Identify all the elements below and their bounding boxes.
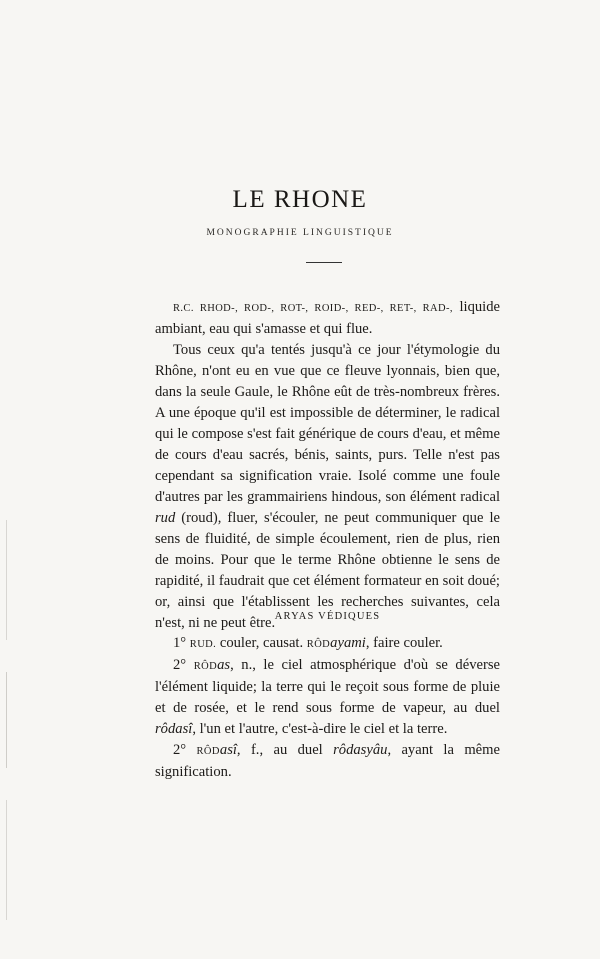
entry-italic: ayami — [330, 635, 366, 651]
entry-number: 2° — [173, 742, 187, 758]
intro-paragraph — [155, 297, 500, 340]
etymology-text-continued: (roud), fluer, s'écouler, ne peut communiquer que le sens de fluidité, de simple écoulement, rien de plus, rien de moins. Pour que le terme Rhône obtienne le sens de rapidité, il faudrait que cet élément formateur en soit doué; or, ainsi que l'établissent les recherches suivantes, cela n'est, ni ne peut être. — [155, 510, 500, 631]
etymology-italic-term: rud — [155, 510, 176, 526]
etymology-paragraph — [155, 340, 500, 634]
entry-italic-2: rôdasyâu — [333, 742, 388, 758]
intro-definition: liquide ambiant, eau qui s'amasse et qui flue. — [155, 299, 501, 337]
entry-3 — [155, 740, 500, 783]
entry-number: 2° — [173, 657, 187, 673]
entry-text: , f., au duel — [236, 742, 334, 758]
title-divider — [306, 262, 342, 263]
radical-list: R.C. RHOD-, ROD-, ROT-, ROID-, RED-, RET-, RAD-, — [173, 303, 453, 314]
entry-italic: as — [217, 657, 231, 673]
entry-text-end: , l'un et l'autre, c'est-à-dire le ciel et la terre. — [192, 721, 448, 737]
entry-number: 1° — [173, 635, 187, 651]
entry-italic-2: rôdasî — [155, 721, 193, 737]
entry-headword: RÔD — [193, 661, 218, 672]
page-subtitle: MONOGRAPHIE LINGUISTIQUE — [206, 228, 394, 238]
entry-text-end: , ayant la même signification. — [155, 742, 500, 780]
page-title: LE RHONE — [232, 186, 368, 213]
entry-italic: asî — [219, 742, 237, 758]
entry-headword: RÔD — [196, 746, 220, 757]
scan-margin-mark — [6, 520, 7, 920]
entry-text-end: , faire couler. — [365, 635, 443, 651]
entry-headword: RUD. — [189, 639, 217, 650]
body-text — [155, 297, 500, 634]
entry-text: couler, causat. — [216, 635, 307, 651]
entries-block — [155, 633, 500, 783]
etymology-text: Tous ceux qu'a tentés jusqu'à ce jour l'étymologie du Rhône, n'ont eu en vue que ce fleuve lyonnais, bien que, dans la seule Gaule, le Rhône eût de très-nombreux frères. A une époque qu'il est impossible de déterminer, le radical qui le compose s'est fait générique de cours d'eau, et même de cours d'eau sacrés, bénis, saints, purs. Telle n'est pas cependant sa signification vraie. Isolé comme une foule d'autres par les grammairiens hindous, son élément radical — [155, 342, 500, 505]
entry-1 — [155, 633, 500, 655]
entry-headword-2: RÔD — [306, 639, 331, 650]
section-heading: ARYAS VÉDIQUES — [274, 611, 381, 622]
entry-text: , n., le ciel atmosphérique d'où se déverse l'élément liquide; la terre qui le reçoit sous forme de pluie et de rosée, et le rend sous forme de vapeur, au duel — [155, 657, 500, 716]
entry-2 — [155, 655, 500, 740]
